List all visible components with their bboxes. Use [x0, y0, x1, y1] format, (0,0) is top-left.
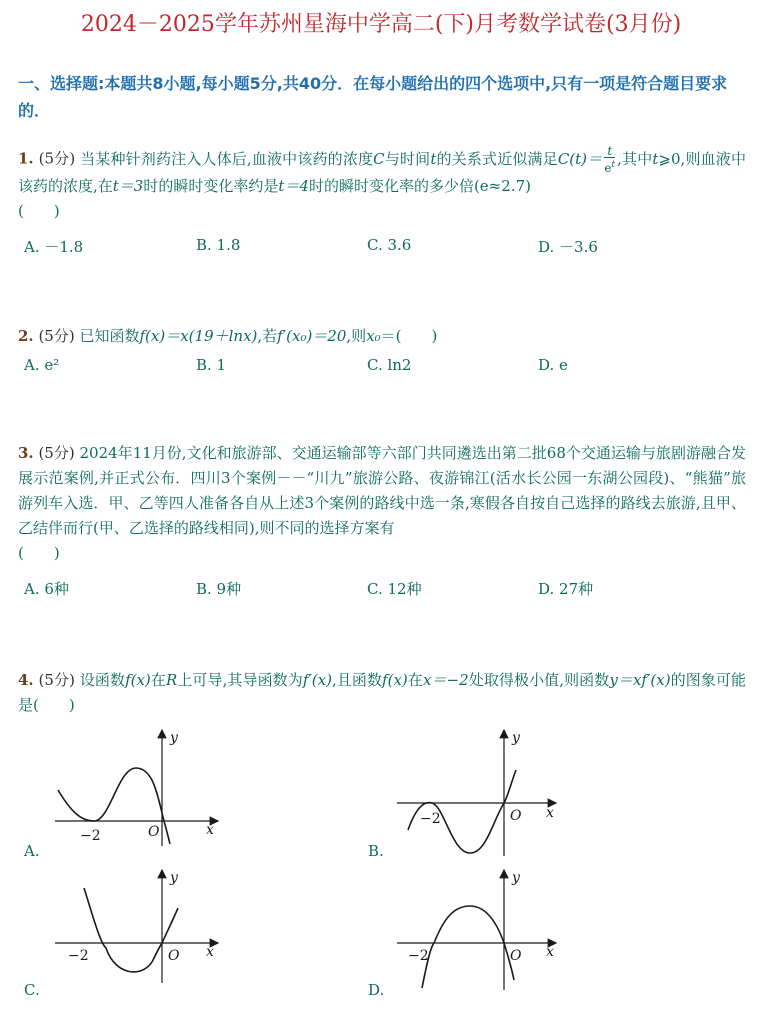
x-axis-label: x: [206, 944, 214, 960]
question-number: 4.: [18, 671, 34, 689]
option-a[interactable]: A. －1.8: [24, 238, 84, 256]
graph-label: C.: [24, 981, 40, 999]
question-text: 设函数f(x)在R上可导,其导函数为f′(x),且函数f(x)在x＝−2处取得极小值,则函数y＝xf′(x)的图象可能是( ): [18, 671, 746, 714]
question-number: 2.: [18, 327, 34, 345]
question-points: (5分): [38, 327, 75, 345]
graph-c[interactable]: [50, 868, 230, 988]
option-c[interactable]: C. 12种: [367, 580, 422, 598]
question-text: 当某种针剂药注入人体后,血液中该药的浓度C与时间t的关系式近似满足C(t)＝ $\frac{t}{e^t}$ ,其中t⩾0,则血液中该药的浓度,在t＝3时的瞬时变化率约是t＝4时的瞬时变化率的多少倍(e≈2.7) ( ): [18, 144, 746, 220]
question-1: [18, 145, 746, 224]
option-b[interactable]: B. 1.8: [196, 236, 241, 254]
graph-b[interactable]: [394, 728, 564, 858]
question-number: 1.: [18, 149, 34, 168]
origin-label: O: [510, 808, 522, 824]
tick-label: −2: [68, 948, 89, 964]
question-points: (5分): [38, 444, 75, 462]
option-d[interactable]: D. 27种: [538, 580, 594, 598]
x-axis-label: x: [546, 805, 554, 821]
graph-label: A.: [24, 842, 40, 860]
x-axis-label: x: [206, 822, 214, 838]
origin-label: O: [510, 948, 522, 964]
section-header: 一、选择题:本题共8小题,每小题5分,共40分．在每小题给出的四个选项中,只有一项是符合题目要求的．: [18, 74, 728, 120]
fraction: $\frac{t}{e^t}$: [604, 144, 616, 175]
y-axis-label: y: [170, 870, 178, 886]
origin-label: O: [168, 948, 180, 964]
question-text: 2024年11月份,文化和旅游部、交通运输部等六部门共同遴选出第二批68个交通运输与旅剧游融合发展示范案例,并正式公布．四川3个案例－－“川九”旅游公路、夜游锦江(活水长公园一东湖公园段)、“熊猫”旅游列车入选．甲、乙等四人准备各自从上述3个案例的路线中选一条,寒假各自按自己选择的路线去旅游,且甲、乙结伴而行(甲、乙选择的路线相同),则不同的选择方案有 ( ): [18, 444, 746, 562]
tick-label: −2: [80, 828, 101, 844]
origin-label: O: [148, 824, 160, 840]
graph-label: B.: [368, 842, 384, 860]
graph-a[interactable]: [50, 728, 230, 853]
option-c[interactable]: C. ln2: [367, 356, 412, 374]
question-4: [18, 668, 746, 718]
question-text: 已知函数f(x)＝x(19＋lnx),若f′(x₀)＝20,则x₀＝( ): [79, 327, 438, 345]
curve: [84, 888, 178, 972]
tick-label: −2: [420, 811, 441, 827]
tick-label: −2: [408, 948, 429, 964]
option-d[interactable]: D. e: [538, 356, 568, 374]
question-points: (5分): [38, 671, 75, 689]
y-axis-label: y: [170, 730, 178, 746]
question-points: (5分): [38, 149, 76, 168]
graph-label: D.: [368, 981, 385, 999]
graph-d[interactable]: [394, 868, 564, 993]
answer-blank: ( ): [18, 544, 60, 562]
y-axis-label: y: [512, 870, 520, 886]
option-b[interactable]: B. 1: [196, 356, 227, 374]
y-axis-label: y: [512, 730, 520, 746]
page-title: 2024－2025学年苏州星海中学高二(下)月考数学试卷(3月份): [80, 12, 682, 37]
option-c[interactable]: C. 3.6: [367, 236, 412, 254]
curve: [422, 906, 514, 988]
question-number: 3.: [18, 444, 34, 462]
option-a[interactable]: A. 6种: [24, 580, 69, 598]
question-2: [18, 324, 746, 349]
question-3: [18, 441, 746, 566]
option-d[interactable]: D. －3.6: [538, 238, 598, 256]
option-b[interactable]: B. 9种: [196, 580, 242, 598]
answer-blank: ( ): [18, 202, 60, 220]
x-axis-label: x: [546, 944, 554, 960]
concentration-function: C(t)＝: [557, 149, 603, 168]
option-a[interactable]: A. e²: [24, 356, 60, 374]
